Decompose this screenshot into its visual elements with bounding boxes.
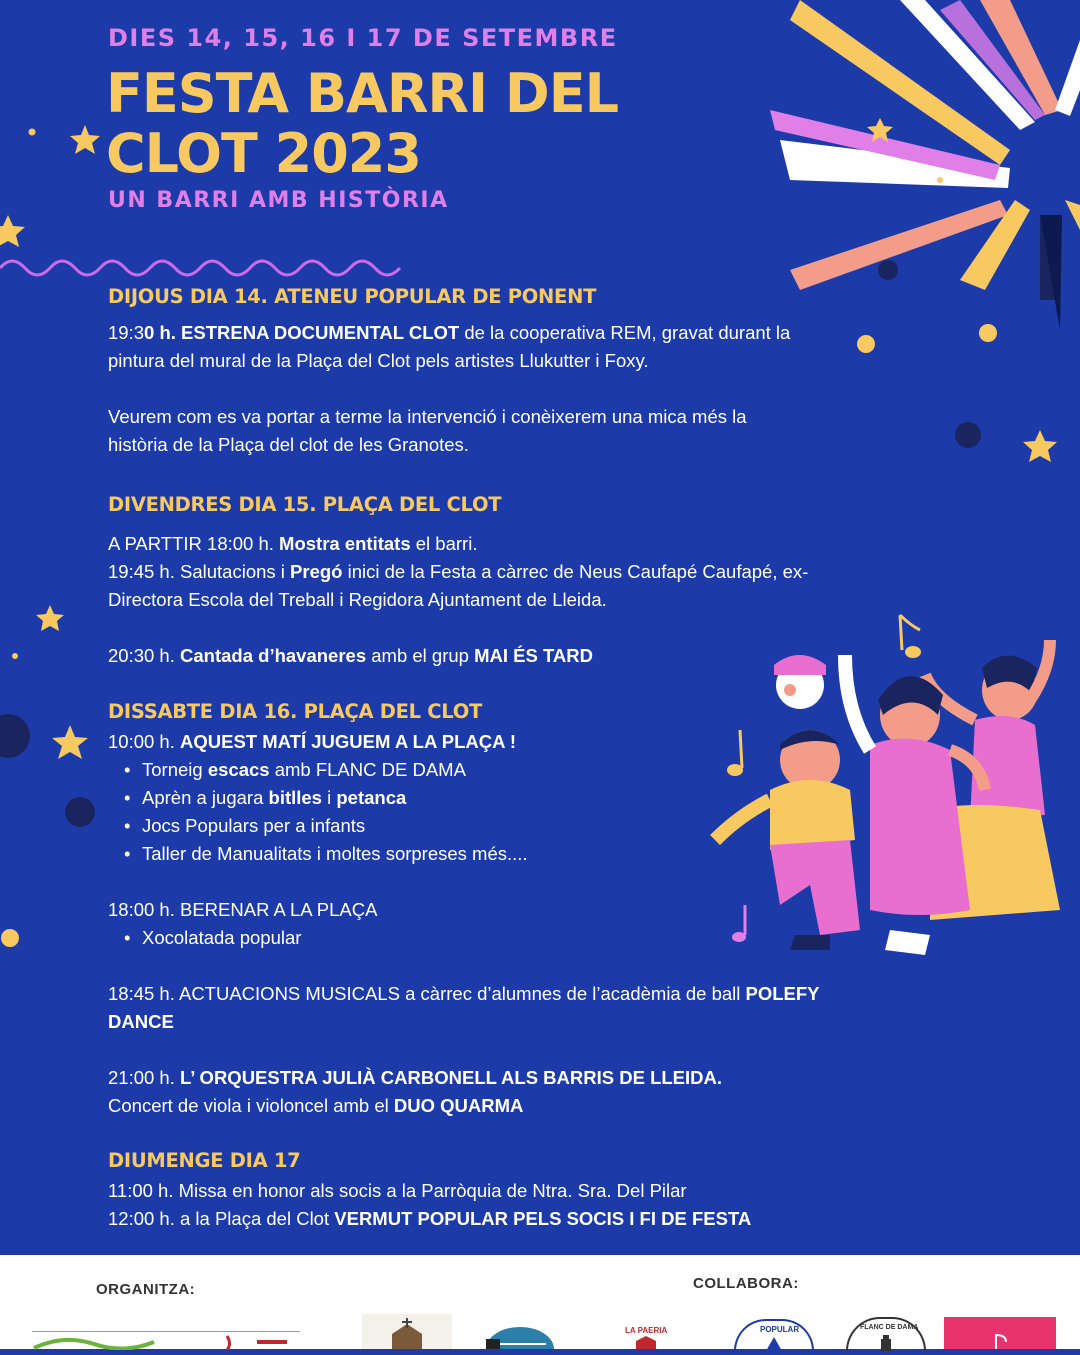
saturday-line-6: Concert de viola i violoncel amb el DUO QUARMA	[108, 1095, 524, 1116]
event-subtitle: UN BARRI AMB HISTÒRIA	[108, 188, 449, 213]
title-line-2: CLOT 2023	[106, 122, 421, 185]
sponsors-footer	[0, 1255, 1080, 1349]
saturday-bullet-4: • Taller de Manualitats i moltes sorpreses més....	[124, 840, 528, 868]
saturday-line-1: 10:00 h. AQUEST MATÍ JUGUEM A LA PLAÇA !	[108, 731, 517, 752]
thursday-heading: DIJOUS DIA 14. ATENEU POPULAR DE PONENT	[108, 285, 597, 308]
collabora-label: COLLABORA:	[693, 1275, 799, 1292]
sponsor-pink-logo	[944, 1317, 1056, 1349]
saturday-line-5: 21:00 h. L’ ORQUESTRA JULIÀ CARBONELL ALS BARRIS DE LLEIDA.	[108, 1067, 723, 1088]
flanc-de-dama-logo: FLANC DE DAMA	[846, 1317, 926, 1351]
friday-line-1: A PARTTIR 18:00 h. Mostra entitats el barri.	[108, 533, 478, 554]
firework-burst	[770, 0, 1080, 330]
organizer-logo	[32, 1331, 300, 1350]
thursday-line-2: pintura del mural de la Plaça del Clot pels artistes Llukutter i Foxy.	[108, 350, 649, 371]
event-title	[106, 64, 618, 184]
saturday-bullet-3: • Jocs Populars per a infants	[124, 812, 365, 840]
thursday-line-4: història de la Plaça del clot de les Granotes.	[108, 434, 469, 455]
saturday-bullet-2: • Aprèn a jugara bitlles i petanca	[124, 784, 406, 812]
sunday-line-1: 11:00 h. Missa en honor als socis a la Parròquia de Ntra. Sra. Del Pilar	[108, 1180, 687, 1201]
friday-line-2: 19:45 h. Salutacions i Pregó inici de la Festa a càrrec de Neus Caufapé Caufapé, ex-	[108, 561, 809, 582]
saturday-line-4: DANCE	[108, 1011, 174, 1032]
saturday-line-2: 18:00 h. BERENAR A LA PLAÇA	[108, 899, 378, 920]
saturday-bullet-1: • Torneig escacs amb FLANC DE DAMA	[124, 756, 466, 784]
wave-line	[0, 261, 400, 275]
thursday-line-1: 19:30 h. ESTRENA DOCUMENTAL CLOT de la cooperativa REM, gravat durant la	[108, 322, 791, 343]
sunday-heading: DIUMENGE DIA 17	[108, 1149, 301, 1172]
sunday-line-2: 12:00 h. a la Plaça del Clot VERMUT POPULAR PELS SOCIS I FI DE FESTA	[108, 1208, 752, 1229]
event-dates: DIES 14, 15, 16 I 17 DE SETEMBRE	[108, 24, 618, 52]
saturday-bullet-5: • Xocolatada popular	[124, 924, 301, 952]
paeria-logo: LA PAERIA	[622, 1323, 670, 1349]
school-logo	[486, 1324, 554, 1349]
dancers-illustration	[715, 615, 1060, 955]
friday-line-3: Directora Escola del Treball i Regidora Ajuntament de Lleida.	[108, 589, 607, 610]
title-line-1: FESTA BARRI DEL	[106, 62, 619, 125]
ateneu-logo: POPULAR	[734, 1319, 814, 1351]
parish-logo	[362, 1314, 452, 1349]
thursday-line-3: Veurem com es va portar a terme la intervenció i conèixerem una mica més la	[108, 406, 747, 427]
friday-heading: DIVENDRES DIA 15. PLAÇA DEL CLOT	[108, 493, 502, 516]
friday-line-4: 20:30 h. Cantada d’havaneres amb el grup MAI ÉS TARD	[108, 645, 593, 666]
organitza-label: ORGANITZA:	[96, 1281, 196, 1298]
saturday-heading: DISSABTE DIA 16. PLAÇA DEL CLOT	[108, 700, 483, 723]
saturday-line-3: 18:45 h. ACTUACIONS MUSICALS a càrrec d’alumnes de l’acadèmia de ball POLEFY	[108, 983, 820, 1004]
